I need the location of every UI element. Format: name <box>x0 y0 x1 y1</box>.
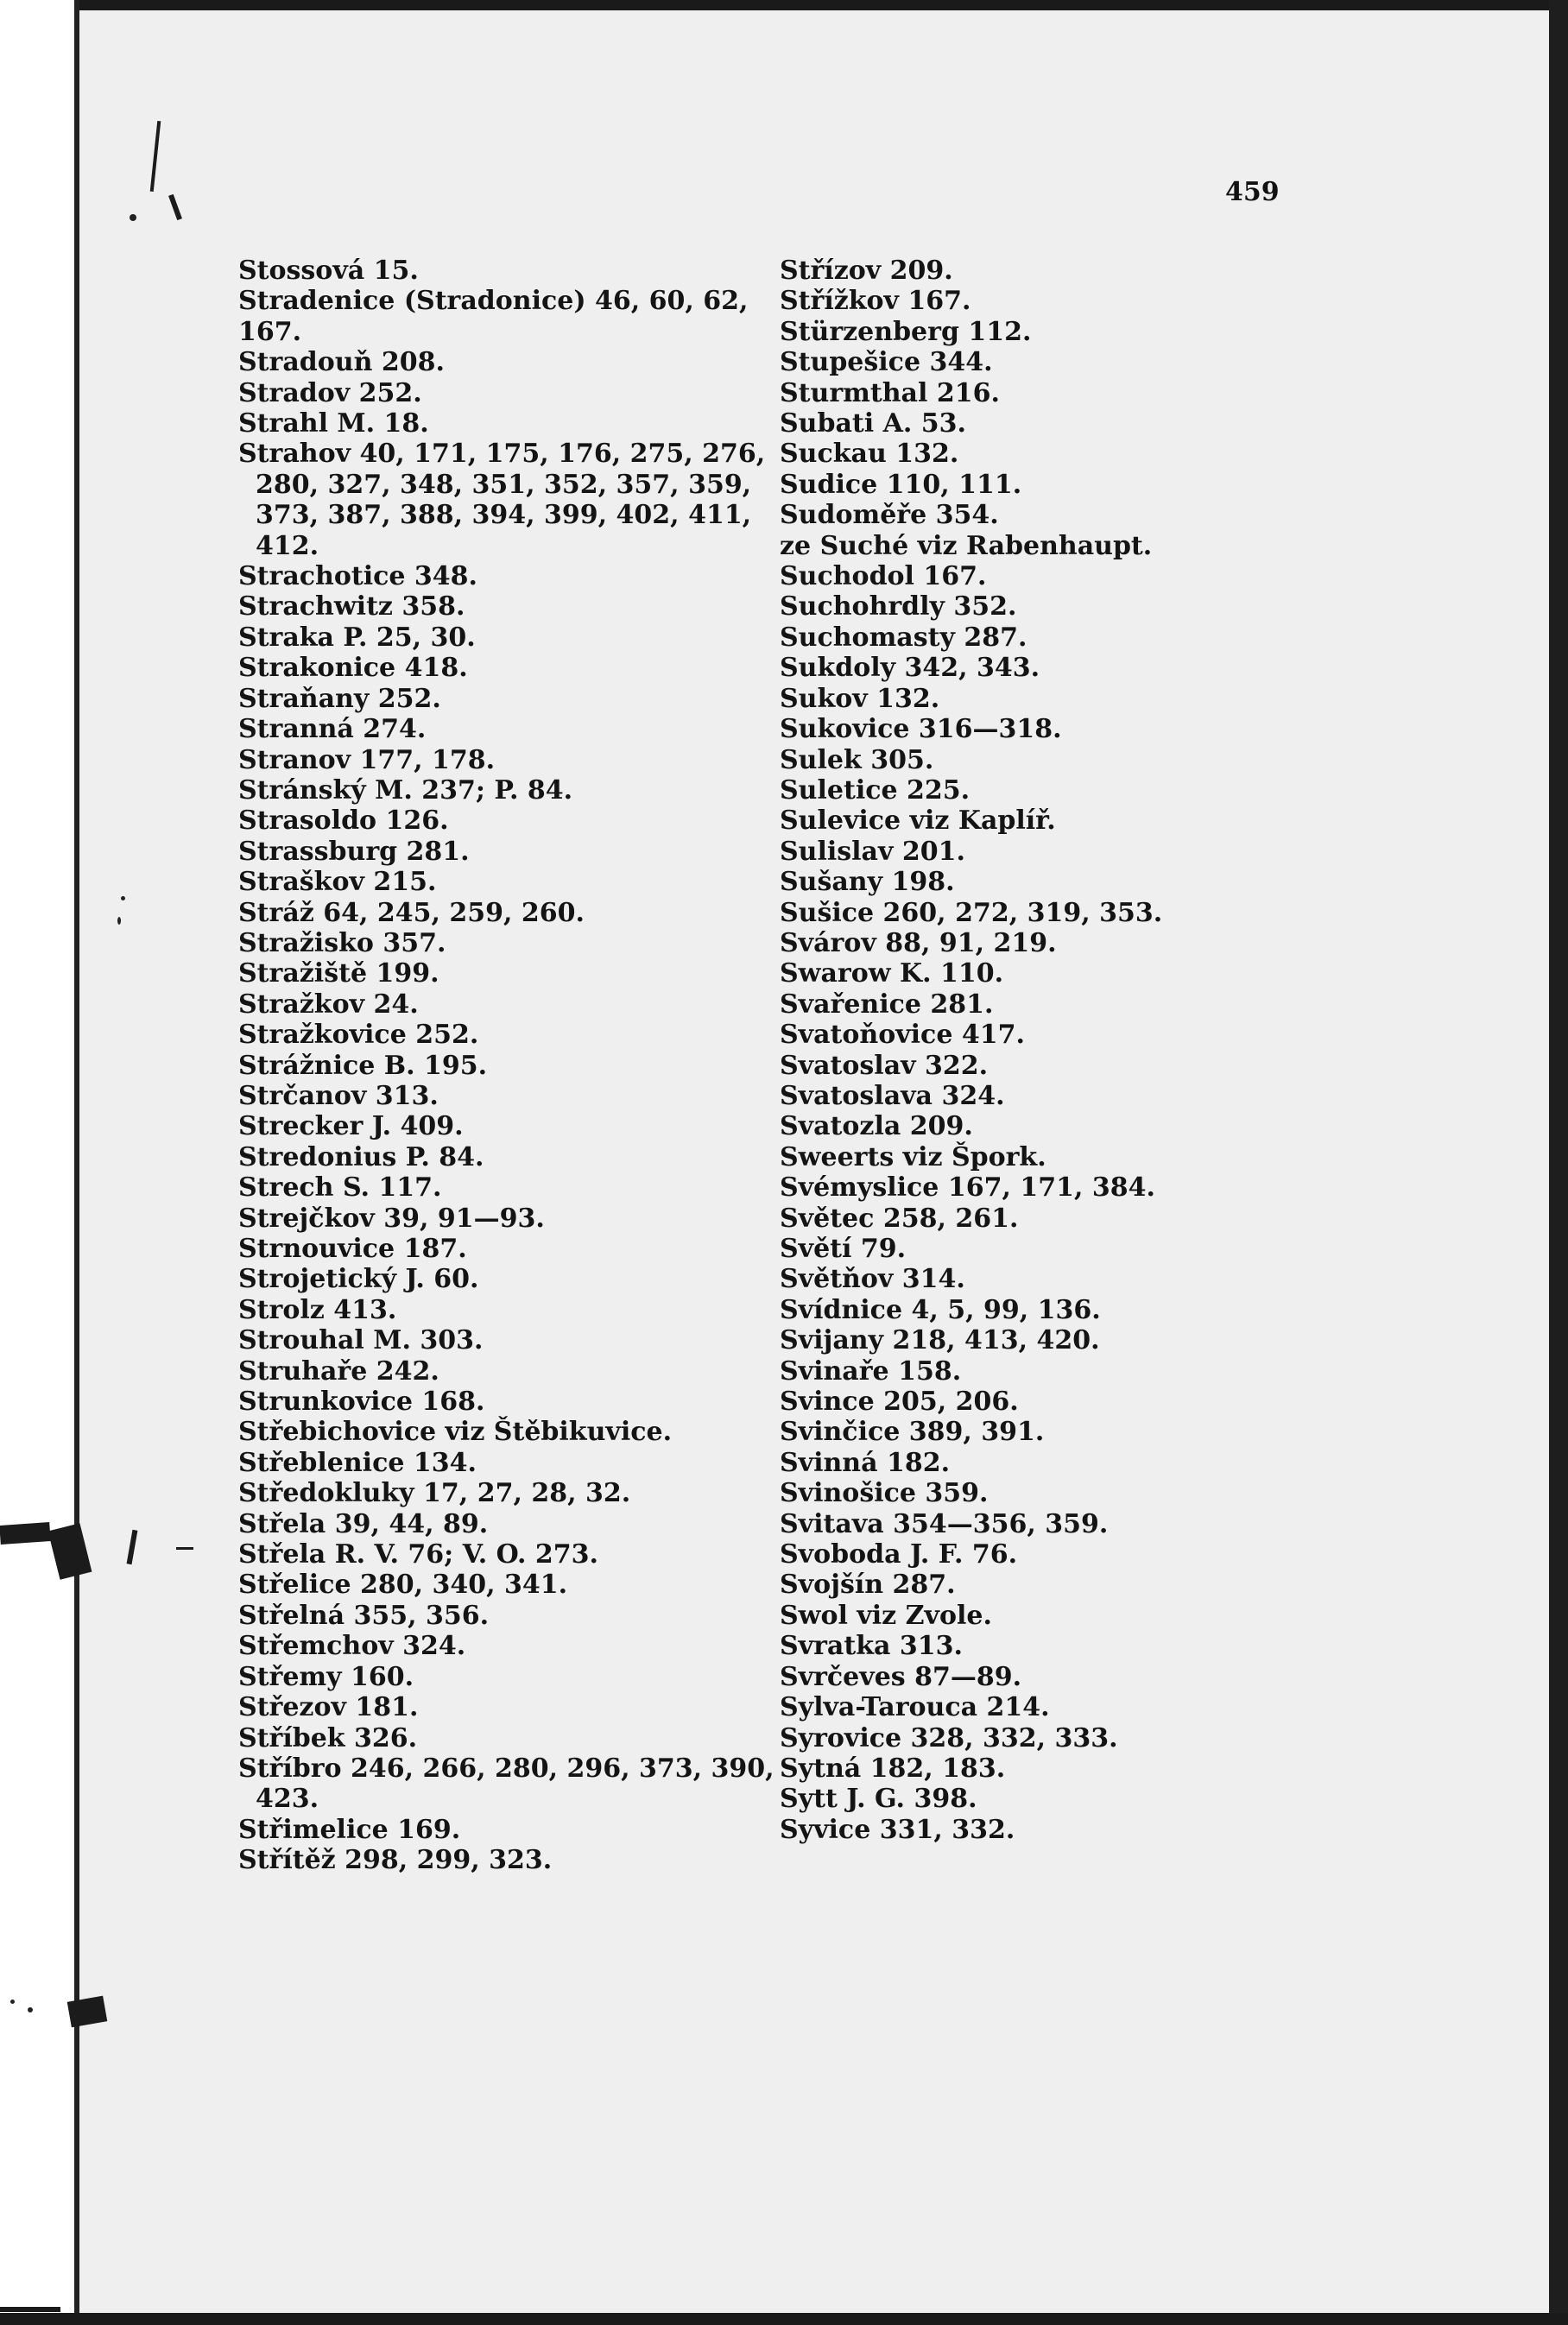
index-entry: Suchohrdly 352. <box>780 591 1017 622</box>
index-entry: Subati A. 53. <box>780 408 966 439</box>
index-entry: Světňov 314. <box>780 1264 965 1295</box>
index-entry: Stražisko 357. <box>238 927 446 958</box>
index-entry: Sturmthal 216. <box>780 377 1000 408</box>
index-entry: Svatoslava 324. <box>780 1080 1005 1111</box>
margin-speck <box>121 896 125 900</box>
index-entry: Sukov 132. <box>780 683 940 714</box>
index-entry: Svatozla 209. <box>780 1111 973 1142</box>
index-column-right <box>780 256 1263 1845</box>
index-entry: Swol viz Zvole. <box>780 1600 992 1631</box>
index-entry: Svrčeves 87—89. <box>780 1661 1022 1692</box>
index-entry: 167. <box>238 316 302 347</box>
index-entry: Strojetický J. 60. <box>238 1264 479 1295</box>
index-entry: Strážnice B. 195. <box>238 1050 488 1081</box>
margin-mark <box>0 2307 60 2312</box>
index-entry: Sukdoly 342, 343. <box>780 653 1040 684</box>
index-entry: Strnouvice 187. <box>238 1234 467 1264</box>
index-entry: Suckau 132. <box>780 439 959 470</box>
index-entry: Straňany 252. <box>238 683 441 714</box>
index-entry: Sulislav 201. <box>780 836 965 867</box>
index-entry: Sytt J. G. 398. <box>780 1784 977 1815</box>
index-entry: Stražiště 199. <box>238 958 439 989</box>
index-entry: Straka P. 25, 30. <box>238 622 476 653</box>
index-entry: Stříbro 246, 266, 280, 296, 373, 390, <box>238 1753 775 1784</box>
index-entry: Svídnice 4, 5, 99, 136. <box>780 1294 1101 1325</box>
index-entry: Stradov 252. <box>238 377 422 408</box>
index-entry: Sukovice 316—318. <box>780 714 1062 745</box>
scan-border-top <box>0 0 1568 10</box>
index-entry: Stürzenberg 112. <box>780 316 1032 347</box>
index-entry: Svinošice 359. <box>780 1478 989 1509</box>
index-entry: Světec 258, 261. <box>780 1203 1019 1234</box>
index-entry: Střeblenice 134. <box>238 1447 477 1478</box>
index-entry: Svinná 182. <box>780 1447 951 1478</box>
index-entry: Střela 39, 44, 89. <box>238 1508 489 1539</box>
index-entry: Straškov 215. <box>238 867 437 898</box>
index-entry: Sušany 198. <box>780 867 955 898</box>
index-entry: Stranov 177, 178. <box>238 744 496 775</box>
index-entry: Střemchov 324. <box>238 1631 466 1662</box>
index-entry: Sytná 182, 183. <box>780 1753 1006 1784</box>
index-entry: Stražkov 24. <box>238 989 419 1020</box>
index-entry: Stossová 15. <box>238 256 419 286</box>
index-entry: Střela R. V. 76; V. O. 273. <box>238 1539 598 1570</box>
index-entry-continuation: 373, 387, 388, 394, 399, 402, 411, <box>256 500 752 531</box>
index-entry: Swarow K. 110. <box>780 958 1004 989</box>
margin-speck <box>130 214 136 221</box>
index-entry: Strčanov 313. <box>238 1080 439 1111</box>
index-entry: Strakonice 418. <box>238 653 468 684</box>
index-entry: Sušice 260, 272, 319, 353. <box>780 897 1163 928</box>
index-entry: Svoboda J. F. 76. <box>780 1539 1018 1570</box>
margin-mark <box>176 1547 193 1550</box>
index-entry: Střebichovice viz Štěbikuvice. <box>238 1417 673 1448</box>
index-entry: Stříbek 326. <box>238 1722 418 1753</box>
index-entry: Svařenice 281. <box>780 989 994 1020</box>
scan-border-bottom <box>0 2313 1568 2325</box>
margin-speck <box>117 917 121 925</box>
index-entry: Suletice 225. <box>780 774 971 806</box>
index-entry: Svinčice 389, 391. <box>780 1417 1045 1448</box>
index-entry: Světí 79. <box>780 1234 907 1264</box>
index-entry: Sweerts viz Špork. <box>780 1141 1046 1172</box>
index-entry: Sudoměře 354. <box>780 500 999 531</box>
index-entry: Strachwitz 358. <box>238 591 465 622</box>
margin-mark <box>0 1522 51 1545</box>
index-entry: Střimelice 169. <box>238 1814 461 1845</box>
index-entry: Suchodol 167. <box>780 561 987 592</box>
index-entry: Střízov 209. <box>780 256 953 286</box>
index-entry: Svatoňovice 417. <box>780 1020 1025 1051</box>
index-entry: Sulevice viz Kaplíř. <box>780 806 1056 837</box>
index-entry: Struhaře 242. <box>238 1355 439 1387</box>
index-entry: Střížkov 167. <box>780 286 971 317</box>
index-entry-continuation: 423. <box>256 1784 319 1815</box>
index-entry: Svojšín 287. <box>780 1570 956 1601</box>
index-entry: Střítěž 298, 299, 323. <box>238 1845 553 1876</box>
index-entry: Střelná 355, 356. <box>238 1600 490 1631</box>
index-entry: Strouhal M. 303. <box>238 1325 484 1356</box>
index-entry: Stránský M. 237; P. 84. <box>238 774 573 806</box>
index-entry: Strasoldo 126. <box>238 806 449 837</box>
index-entry: Stredonius P. 84. <box>238 1141 484 1172</box>
index-entry: Syvice 331, 332. <box>780 1814 1015 1845</box>
index-entry: Svinaře 158. <box>780 1355 962 1387</box>
index-entry: Strolz 413. <box>238 1294 397 1325</box>
index-entry: Strejčkov 39, 91—93. <box>238 1203 545 1234</box>
index-entry: Sylva-Tarouca 214. <box>780 1692 1050 1723</box>
index-entry: Strech S. 117. <box>238 1172 442 1204</box>
index-entry: Středokluky 17, 27, 28, 32. <box>238 1478 631 1509</box>
index-entry: Svatoslav 322. <box>780 1050 989 1081</box>
index-entry: Strecker J. 409. <box>238 1111 464 1142</box>
index-entry: ze Suché viz Rabenhaupt. <box>780 530 1153 561</box>
index-entry: Strunkovice 168. <box>238 1387 485 1418</box>
index-entry: Strahl M. 18. <box>238 408 429 439</box>
index-entry: Svince 205, 206. <box>780 1387 1019 1418</box>
index-entry: Svárov 88, 91, 219. <box>780 927 1057 958</box>
margin-speck <box>28 2007 33 2012</box>
index-entry: Strassburg 281. <box>238 836 470 867</box>
index-entry: Svitava 354—356, 359. <box>780 1508 1109 1539</box>
index-entry: Suchomasty 287. <box>780 622 1027 653</box>
index-entry: Stráž 64, 245, 259, 260. <box>238 897 585 928</box>
index-entry: Strachotice 348. <box>238 561 477 592</box>
index-entry: Sudice 110, 111. <box>780 469 1022 500</box>
index-entry: Syrovice 328, 332, 333. <box>780 1722 1118 1753</box>
margin-speck <box>10 2000 15 2004</box>
index-entry-continuation: 280, 327, 348, 351, 352, 357, 359, <box>256 469 752 500</box>
index-entry: Stupešice 344. <box>780 347 993 378</box>
index-column-left <box>238 256 774 1876</box>
index-entry: Stražkovice 252. <box>238 1020 479 1051</box>
page-number: 459 <box>1225 177 1280 207</box>
left-margin <box>0 0 74 2325</box>
index-entry: Stradenice (Stradonice) 46, 60, 62, <box>238 286 749 317</box>
index-entry: Svémyslice 167, 171, 384. <box>780 1172 1155 1204</box>
index-entry: Strahov 40, 171, 175, 176, 275, 276, <box>238 439 766 470</box>
index-entry: Stranná 274. <box>238 714 427 745</box>
index-entry-continuation: 412. <box>256 530 319 561</box>
index-entry: Svijany 218, 413, 420. <box>780 1325 1100 1356</box>
index-entry: Stradouň 208. <box>238 347 445 378</box>
scan-border-right <box>1549 0 1568 2325</box>
index-entry: Sulek 305. <box>780 744 934 775</box>
index-entry: Střelice 280, 340, 341. <box>238 1570 568 1601</box>
index-entry: Střemy 160. <box>238 1661 414 1692</box>
index-entry: Střezov 181. <box>238 1692 419 1723</box>
index-entry: Svratka 313. <box>780 1631 963 1662</box>
